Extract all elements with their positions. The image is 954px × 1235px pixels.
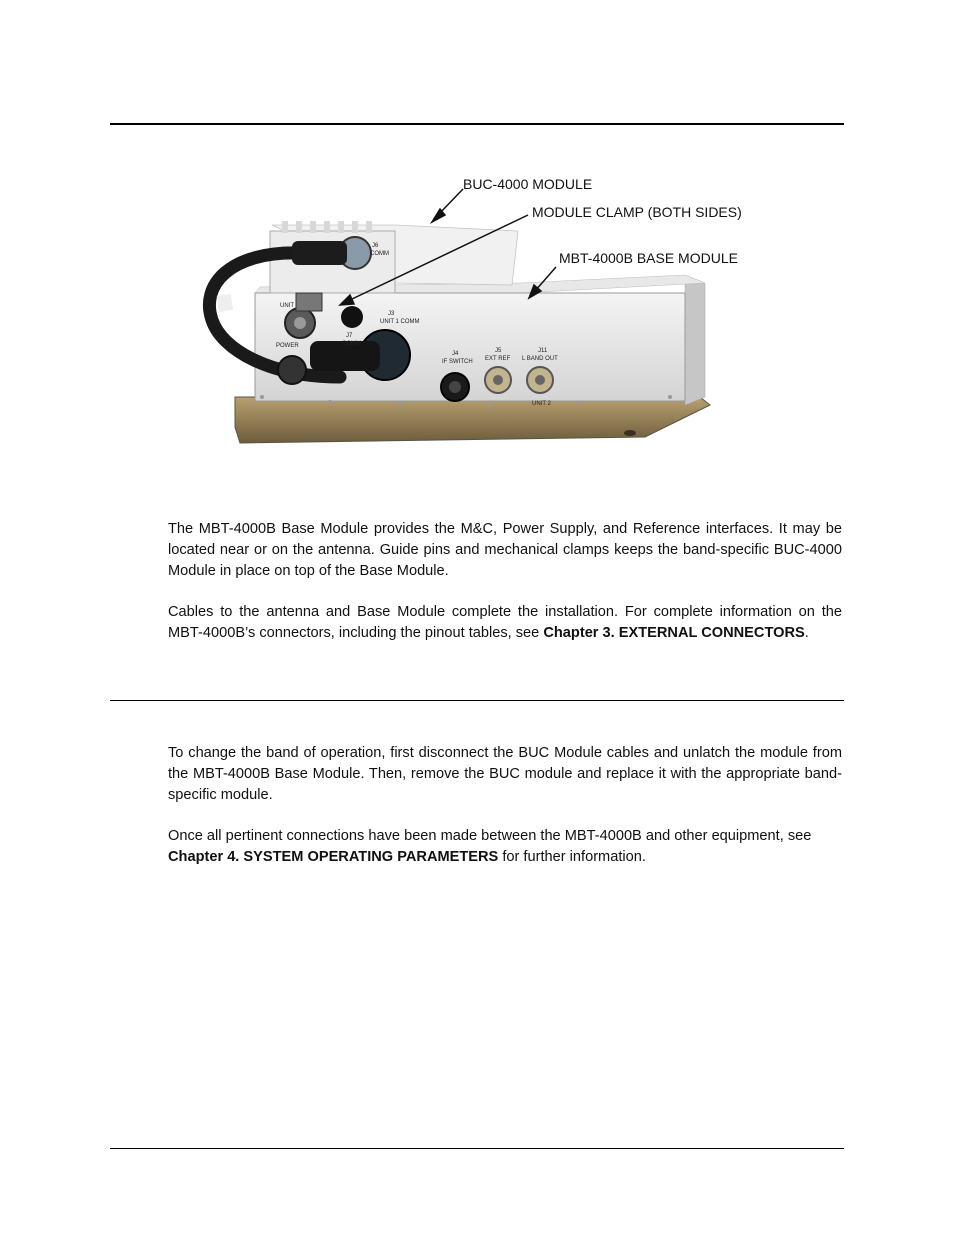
- label-j5-sub: EXT REF: [485, 356, 511, 362]
- label-j4: J4: [452, 351, 459, 357]
- base-plate: [235, 397, 710, 443]
- chapter-4-reference: Chapter 4. SYSTEM OPERATING PARAMETERS: [168, 849, 499, 865]
- paragraph-base-module: The MBT-4000B Base Module provides the M&C, Power Supply, and Reference interfaces. It may be located near or on the antenna. Guide pins and mechanical clamps keeps the band-specific BUC-4000 Module in place on top of the Base Module.: [168, 521, 842, 579]
- header-rule: [110, 123, 844, 125]
- power-connector: [278, 356, 306, 384]
- label-j7: J7: [346, 333, 353, 339]
- label-j7-comm: COMM: [342, 341, 361, 347]
- mbt-4000b-figure: [200, 165, 780, 465]
- label-unit2: UNIT 2: [532, 401, 551, 407]
- module-clamp: [296, 293, 322, 311]
- paragraph-connections-text: Once all pertinent connections have been made between the MBT-4000B and other equipment, see: [168, 828, 812, 844]
- j6-plug: [292, 241, 347, 265]
- paragraph-change-band: To change the band of operation, first disconnect the BUC Module cables and unlatch the module from the MBT-4000B Base Module. Then, remove the BUC module and replace it with the appropriate band-specific module.: [168, 745, 842, 803]
- label-j11-sub: L BAND OUT: [522, 356, 558, 362]
- label-j6: J6: [372, 243, 379, 249]
- paragraph-cables: [168, 602, 842, 644]
- cable-label-band: [217, 294, 234, 312]
- label-power: POWER: [276, 343, 299, 349]
- j7-connector: [341, 306, 363, 328]
- chapter-3-reference: Chapter 3. EXTERNAL CONNECTORS: [543, 625, 805, 641]
- paragraph-cables-end: .: [804, 625, 809, 641]
- callout-buc-module: BUC-4000 MODULE: [463, 176, 593, 192]
- label-j3: J3: [388, 311, 395, 317]
- paragraph-cables-text: Cables to the antenna and Base Module complete the installation. For complete information on the MBT-4000B’s connectors, including the pinout tables, see: [168, 604, 842, 641]
- label-j3-sub: UNIT 1 COMM: [380, 319, 420, 325]
- callout-module-clamp: MODULE CLAMP (BOTH SIDES): [532, 204, 742, 220]
- label-unit: UNIT: [280, 303, 294, 309]
- label-j5: J5: [495, 348, 502, 354]
- label-j11: J11: [538, 348, 548, 354]
- section-rule: [110, 700, 844, 701]
- mbt-4000b-illustration: [200, 165, 780, 465]
- base-module-side: [685, 275, 705, 405]
- callout-base-module: MBT-4000B BASE MODULE: [559, 250, 738, 266]
- label-j6-comm: COMM: [370, 251, 389, 257]
- plate-mount-hole: [624, 430, 636, 436]
- paragraph-connections-end: for further information.: [498, 849, 646, 865]
- label-j4-sub: IF SWITCH: [442, 359, 473, 365]
- paragraph-connections: [168, 826, 842, 868]
- footer-rule: [110, 1148, 844, 1149]
